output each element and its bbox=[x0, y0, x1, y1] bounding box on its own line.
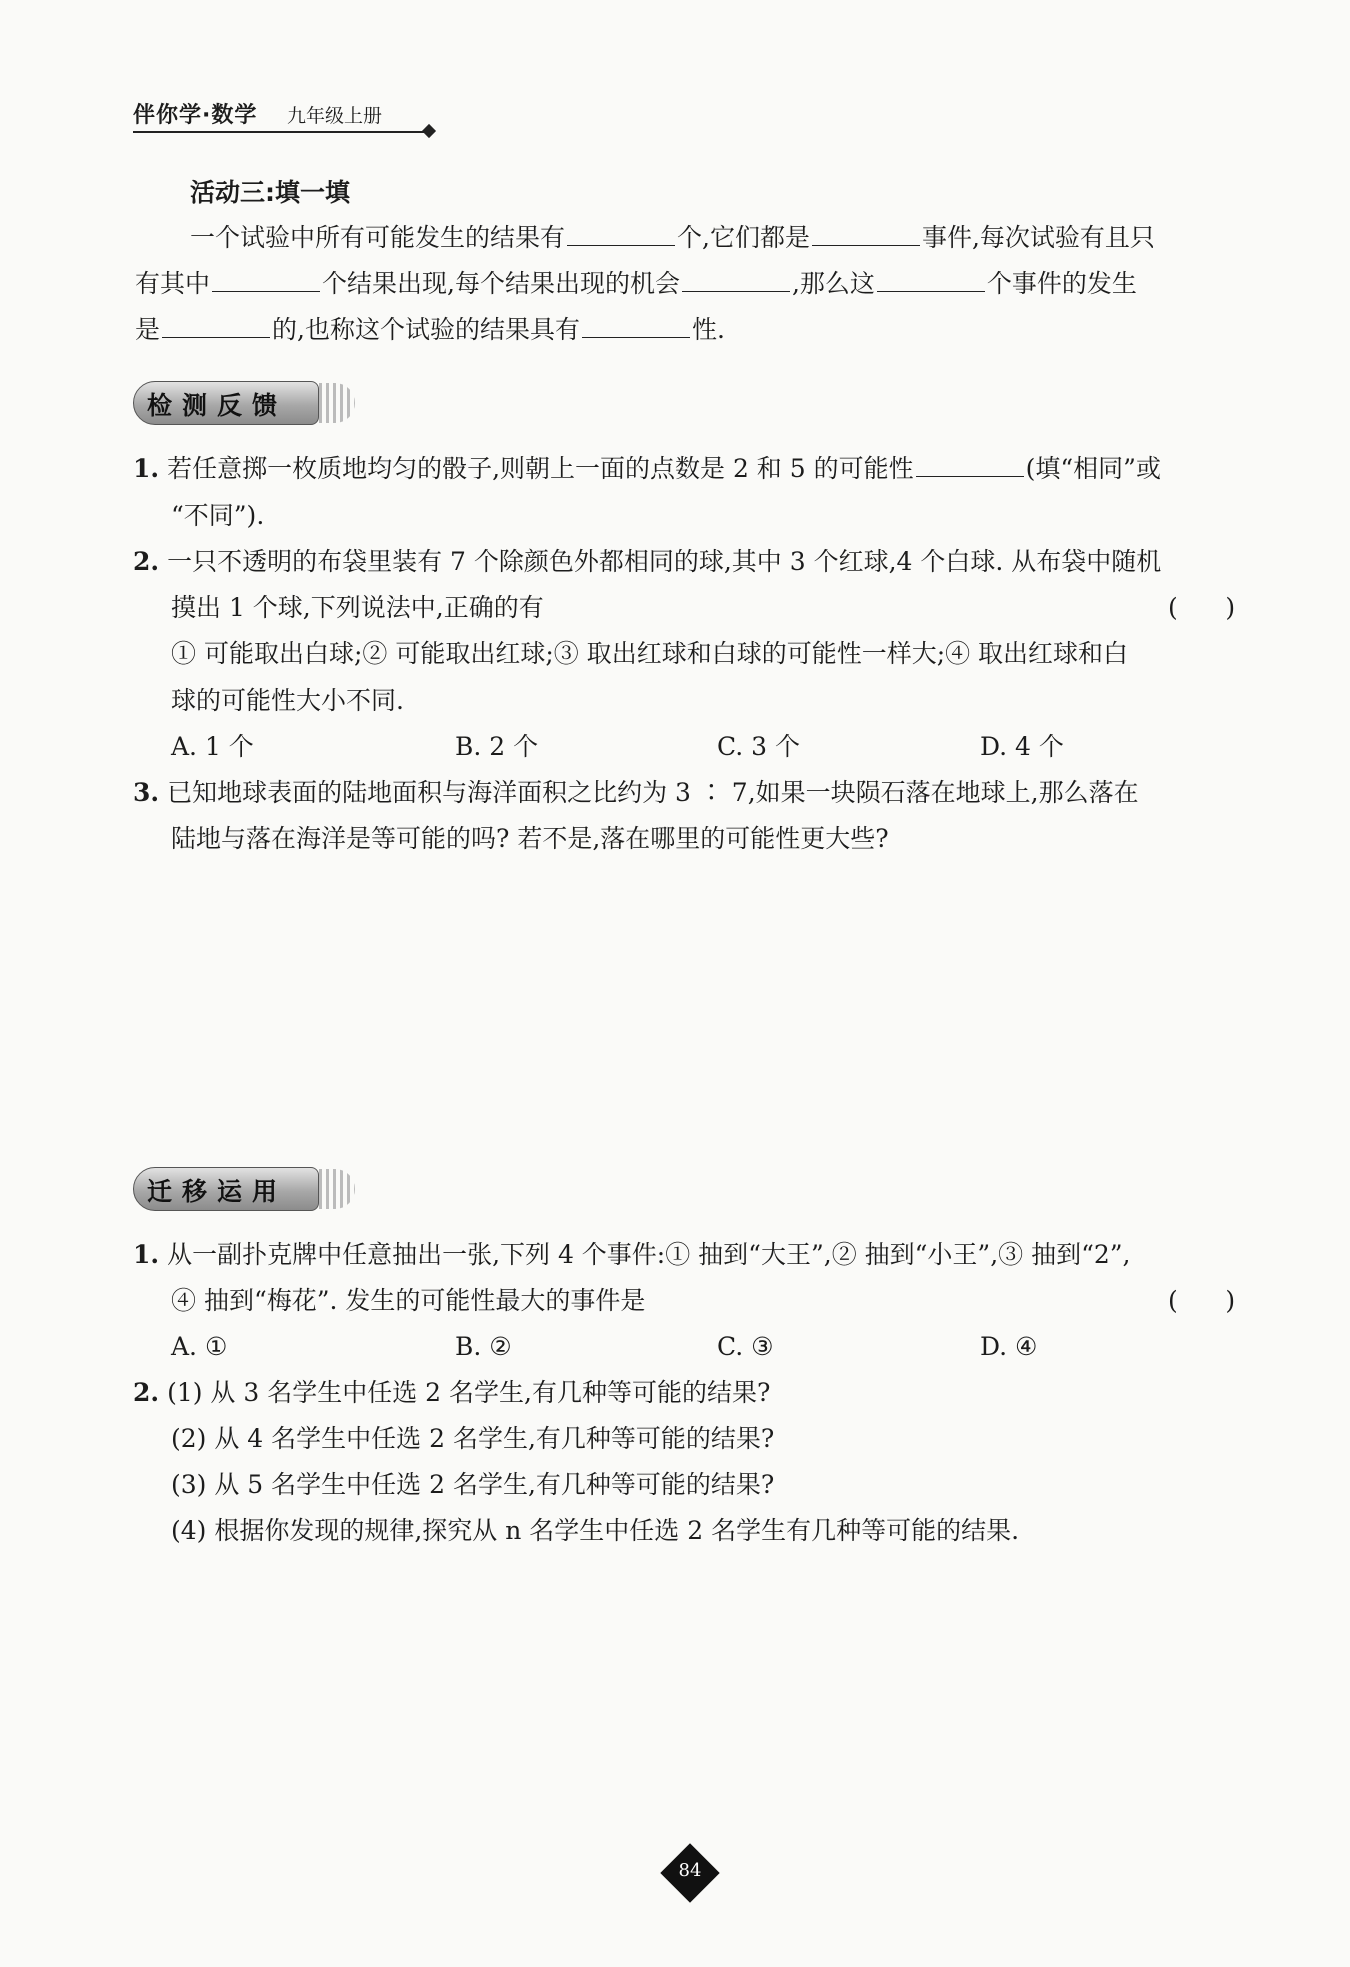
header-rule bbox=[133, 131, 429, 133]
question-number: 1. bbox=[133, 454, 160, 483]
book-grade: 九年级上册 bbox=[287, 105, 383, 127]
question-2-line3: ① 可能取出白球;② 可能取出红球;③ 取出红球和白球的可能性一样大;④ 取出红球和白 bbox=[171, 639, 1129, 668]
page-number: 84 bbox=[678, 1860, 702, 1881]
activity3-text: 一个试验中所有可能发生的结果有 bbox=[190, 223, 566, 252]
choice-a[interactable]: A. 1 个 bbox=[171, 732, 254, 761]
section-title: 检测反馈 bbox=[147, 391, 288, 420]
activity3-line2 bbox=[135, 267, 1137, 301]
question-text: (填“相同”或 bbox=[1025, 454, 1161, 483]
activity3-title: 活动三:填一填 bbox=[190, 178, 350, 207]
question-2-part2: (2) 从 4 名学生中任选 2 名学生,有几种等可能的结果? bbox=[171, 1424, 775, 1453]
page-header bbox=[133, 98, 438, 132]
answer-parentheses[interactable]: ( ) bbox=[1168, 1286, 1236, 1315]
fill-blank[interactable] bbox=[162, 313, 270, 338]
question-1-line2: ④ 抽到“梅花”. 发生的可能性最大的事件是 bbox=[171, 1286, 646, 1315]
activity3-text: 个事件的发生 bbox=[986, 269, 1137, 298]
fill-blank[interactable] bbox=[567, 221, 675, 246]
question-1-line2: “不同”). bbox=[171, 501, 265, 530]
activity3-line3 bbox=[135, 313, 725, 347]
fill-blank[interactable] bbox=[682, 267, 790, 292]
choice-a[interactable]: A. ① bbox=[171, 1332, 228, 1361]
question-text: (1) 从 3 名学生中任选 2 名学生,有几种等可能的结果? bbox=[167, 1378, 771, 1407]
header-diamond-icon bbox=[422, 124, 436, 138]
activity3-text: 性. bbox=[691, 315, 725, 344]
question-text: 从一副扑克牌中任意抽出一张,下列 4 个事件:① 抽到“大王”,② 抽到“小王”,③ 抽到“2”, bbox=[167, 1240, 1131, 1269]
choice-d[interactable]: D. ④ bbox=[980, 1332, 1038, 1361]
question-2-part4: (4) 根据你发现的规律,探究从 n 名学生中任选 2 名学生有几种等可能的结果. bbox=[171, 1516, 1020, 1545]
section-banner-feedback bbox=[133, 377, 355, 429]
activity3-text: 是 bbox=[135, 315, 161, 344]
choice-d[interactable]: D. 4 个 bbox=[980, 732, 1064, 761]
question-text: 若任意掷一枚质地均匀的骰子,则朝上一面的点数是 2 和 5 的可能性 bbox=[167, 454, 914, 483]
question-number: 2. bbox=[133, 1378, 160, 1407]
choice-b[interactable]: B. ② bbox=[455, 1332, 512, 1361]
banner-stripes bbox=[319, 383, 355, 423]
question-text: 已知地球表面的陆地面积与海洋面积之比约为 3 ∶ 7,如果一块陨石落在地球上,那么落在 bbox=[167, 778, 1139, 807]
question-number: 1. bbox=[133, 1240, 160, 1269]
question-2-part1 bbox=[133, 1376, 770, 1410]
fill-blank[interactable] bbox=[812, 221, 920, 246]
fill-blank[interactable] bbox=[877, 267, 985, 292]
question-3-line2: 陆地与落在海洋是等可能的吗? 若不是,落在哪里的可能性更大些? bbox=[171, 824, 889, 853]
section-banner-application bbox=[133, 1163, 355, 1215]
choice-c[interactable]: C. ③ bbox=[717, 1332, 774, 1361]
fill-blank[interactable] bbox=[916, 452, 1024, 477]
question-text: 一只不透明的布袋里装有 7 个除颜色外都相同的球,其中 3 个红球,4 个白球. 从布袋中随机 bbox=[167, 547, 1162, 576]
choice-b[interactable]: B. 2 个 bbox=[455, 732, 539, 761]
activity3-text: 个,它们都是 bbox=[677, 223, 810, 252]
question-2-line2: 摸出 1 个球,下列说法中,正确的有 bbox=[171, 593, 544, 622]
question-1-line1 bbox=[133, 1238, 1131, 1272]
banner-stripes bbox=[319, 1169, 355, 1209]
activity3-text: 的,也称这个试验的结果具有 bbox=[272, 315, 580, 344]
activity3-text: ,那么这 bbox=[791, 269, 875, 298]
choice-c[interactable]: C. 3 个 bbox=[717, 732, 800, 761]
question-2-part3: (3) 从 5 名学生中任选 2 名学生,有几种等可能的结果? bbox=[171, 1470, 775, 1499]
answer-parentheses[interactable]: ( ) bbox=[1168, 593, 1236, 622]
question-1-line1 bbox=[133, 452, 1161, 486]
question-3-line1 bbox=[133, 776, 1139, 810]
question-number: 3. bbox=[133, 778, 160, 807]
fill-blank[interactable] bbox=[582, 313, 690, 338]
book-brand: 伴你学·数学 bbox=[133, 103, 258, 128]
activity3-text: 个结果出现,每个结果出现的机会 bbox=[322, 269, 680, 298]
activity3-line1 bbox=[190, 221, 1155, 255]
question-2-line1 bbox=[133, 545, 1161, 579]
question-2-line4: 球的可能性大小不同. bbox=[171, 686, 404, 715]
activity3-text: 有其中 bbox=[135, 269, 211, 298]
fill-blank[interactable] bbox=[212, 267, 320, 292]
question-number: 2. bbox=[133, 547, 160, 576]
section-title: 迁移运用 bbox=[147, 1177, 288, 1206]
activity3-text: 事件,每次试验有且只 bbox=[921, 223, 1155, 252]
